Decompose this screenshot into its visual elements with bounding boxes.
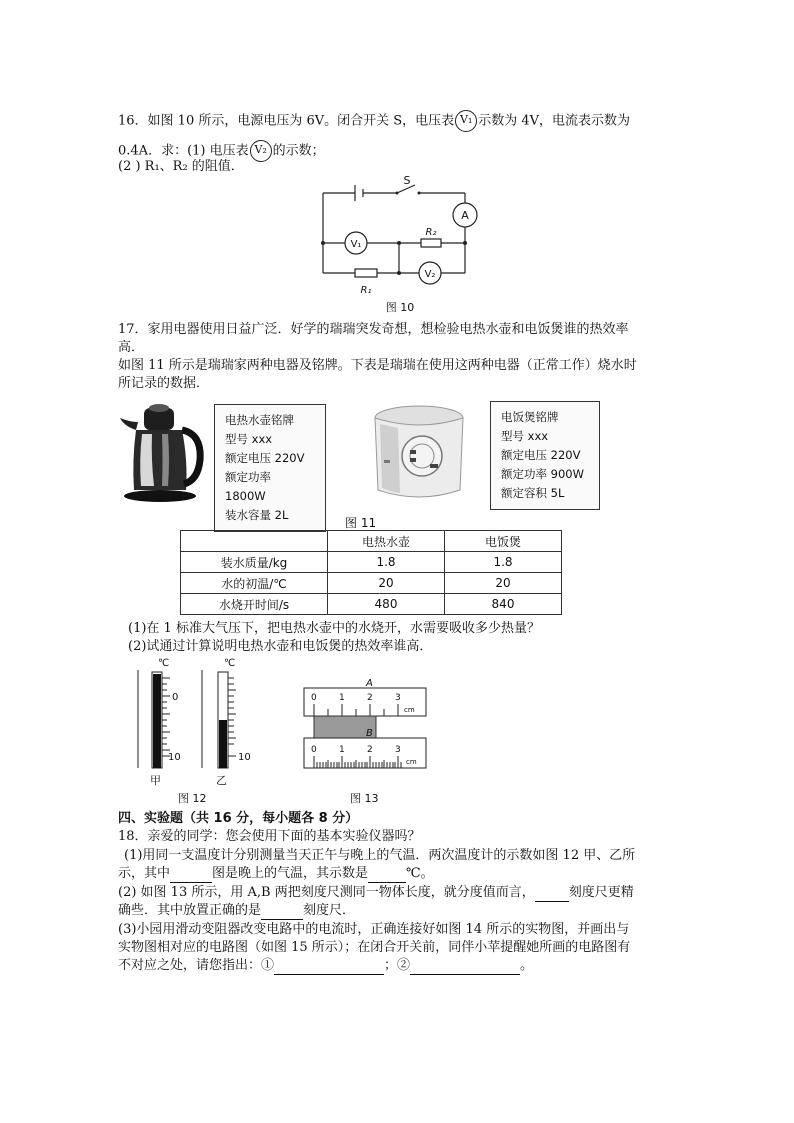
voltmeter-v2-symbol: V₂	[250, 140, 272, 162]
table-header-row	[181, 531, 562, 552]
rice-cooker-image	[372, 404, 466, 504]
section-4-title: 四、实验题（共 16 分，每小题各 8 分）	[118, 811, 359, 826]
ruler-a-unit: cm	[404, 706, 415, 714]
table-cell: 1.8	[328, 552, 445, 573]
table-cell: 水的初温/℃	[181, 573, 328, 594]
ruler-a-tick: 1	[339, 693, 345, 703]
tick-zero-a: 0	[172, 692, 179, 703]
switch-label: S	[403, 175, 411, 187]
kettle-nameplate	[214, 404, 326, 532]
q17-line1b: 高．	[118, 340, 145, 355]
kettle-plate-title: 电热水壶铭牌	[225, 413, 294, 427]
figure-11-caption: 图 11	[345, 516, 377, 530]
unit-label-b: ℃	[224, 658, 236, 669]
kettle-plate-row: 额定功率 1800W	[225, 470, 271, 503]
label-yi: 乙	[216, 774, 227, 787]
answer-blank-6[interactable]	[410, 960, 520, 975]
cooker-plate-row: 额定电压 220V	[501, 448, 581, 462]
ruler-b-tick: 2	[367, 745, 373, 755]
q18-p1-text-a: 示，其中	[118, 866, 171, 881]
figure-10-circuit	[315, 175, 490, 315]
ruler-b-tick: 1	[339, 745, 345, 755]
cooker-plate-row: 额定功率 900W	[501, 467, 584, 481]
table-cell: 840	[445, 594, 562, 615]
cooker-plate-row: 型号 xxx	[501, 429, 549, 443]
table-row	[181, 552, 562, 573]
answer-blank-4[interactable]	[261, 905, 303, 920]
table-header-cell: 电饭煲	[445, 531, 562, 552]
q16-text-c: 0.4A．求：(1) 电压表	[118, 143, 249, 159]
cooker-plate-row: 额定容积 5L	[501, 486, 565, 500]
q18-p2-line2	[118, 902, 355, 920]
table-header-cell: 电热水壶	[328, 531, 445, 552]
tick-ten-b: 10	[238, 752, 251, 763]
q18-p2-text-a: (2) 如图 13 所示，用 A,B 两把刻度尺测同一物体长度，就分度值而言，	[118, 885, 535, 900]
q18-p3-text-c: 。	[520, 958, 534, 973]
figure-12-thermometers	[130, 652, 255, 806]
v2-label: V₂	[424, 269, 436, 280]
label-jia: 甲	[150, 774, 161, 787]
q18-p3-line3	[118, 957, 533, 975]
q18-p1-line1: (1)用同一支温度计分别测量当天正午与晚上的气温．两次温度计的示数如图 12 甲、乙所	[124, 848, 636, 863]
table-cell: 20	[328, 573, 445, 594]
cooker-plate-title: 电饭煲铭牌	[501, 410, 559, 424]
q16-text-d: 的示数；	[272, 143, 325, 159]
q16-line1	[118, 110, 630, 132]
unit-label-a: ℃	[158, 658, 170, 669]
table-cell: 装水质量/kg	[181, 552, 328, 573]
q18-p2-text-d: 刻度尺．	[303, 903, 356, 918]
table-cell: 水烧开时间/s	[181, 594, 328, 615]
figure-10-caption: 图 10	[385, 301, 415, 314]
tick-ten-a: 10	[168, 752, 181, 763]
q18-p3-line2: 实物图相对应的电路图（如图 15 所示）；在闭合开关前，同伴小苹提醒她所画的电路图有	[118, 940, 631, 955]
q18-p1-text-b: 图是晚上的气温，其示数是	[212, 866, 369, 881]
figure-12-caption: 图 12	[178, 792, 207, 805]
q18-p2-text-b: 刻度尺更精	[568, 885, 634, 900]
rice-cooker-nameplate	[490, 401, 600, 510]
figure-13-caption: 图 13	[350, 792, 379, 805]
q18-p3-line1: (3)小园用滑动变阻器改变电路中的电流时，正确连接好如图 14 所示的实物图，并画出与	[118, 922, 630, 937]
table-row	[181, 573, 562, 594]
voltmeter-v1-symbol: V₁	[455, 110, 477, 132]
q18-p2-text-c: 确些．其中放置正确的是	[118, 903, 262, 918]
kettle-plate-row: 型号 xxx	[225, 432, 273, 446]
data-table	[180, 530, 562, 615]
ruler-b-unit: cm	[406, 758, 417, 766]
q18-p2-line1	[118, 884, 634, 902]
r2-label: R₂	[425, 227, 437, 238]
q18-intro: 18．亲爱的同学：您会使用下面的基本实验仪器吗？	[118, 829, 421, 844]
kettle-plate-row: 额定电压 220V	[225, 451, 305, 465]
table-cell: 1.8	[445, 552, 562, 573]
answer-blank-3[interactable]	[535, 887, 569, 902]
q16-text-b: 示数为 4V，电流表示数为	[478, 113, 630, 129]
ruler-a-label: A	[366, 678, 373, 689]
table-header-cell	[181, 531, 328, 552]
q17-line1: 17．家用电器使用日益广泛．好学的瑞瑞突发奇想，想检验电热水壶和电饭煲谁的热效率	[118, 322, 629, 337]
v1-label: V₁	[350, 239, 362, 250]
ruler-b-label: B	[366, 728, 373, 739]
table-cell: 480	[328, 594, 445, 615]
table-row	[181, 594, 562, 615]
q18-p1-text-c: ℃。	[406, 866, 434, 881]
ruler-a-tick: 3	[395, 693, 401, 703]
ruler-a-tick: 0	[311, 693, 317, 703]
answer-blank-2[interactable]	[368, 868, 406, 883]
q18-p1-line2	[118, 865, 434, 883]
ruler-a-tick: 2	[367, 693, 373, 703]
q16-line3: (2 ) R₁、R₂ 的阻值．	[118, 159, 244, 174]
answer-blank-1[interactable]	[170, 868, 212, 883]
kettle-plate-row: 装水容量 2L	[225, 508, 289, 522]
q16-text-a: 16．如图 10 所示，电源电压为 6V。闭合开关 S，电压表	[118, 113, 455, 129]
ruler-b-tick: 3	[395, 745, 401, 755]
ammeter-label: A	[461, 209, 469, 222]
electric-kettle-image	[118, 400, 204, 504]
q18-p3-text-a: 不对应之处，请您指出：①	[118, 958, 275, 973]
q17-sub2: (2)试通过计算说明电热水壶和电饭煲的热效率谁高．	[128, 639, 433, 654]
answer-blank-5[interactable]	[274, 960, 384, 975]
ruler-b-tick: 0	[311, 745, 317, 755]
q17-line3: 所记录的数据．	[118, 376, 210, 391]
q18-p3-text-b: ；②	[384, 958, 411, 973]
figure-13-rulers	[300, 674, 430, 806]
q17-sub1: (1)在 1 标准大气压下，把电热水壶中的水烧开，水需要吸收多少热量？	[128, 621, 540, 636]
r1-label: R₁	[360, 285, 372, 296]
table-cell: 20	[445, 573, 562, 594]
q17-line2: 如图 11 所示是瑞瑞家两种电器及铭牌。下表是瑞瑞在使用这两种电器（正常工作）烧水时	[118, 358, 637, 373]
